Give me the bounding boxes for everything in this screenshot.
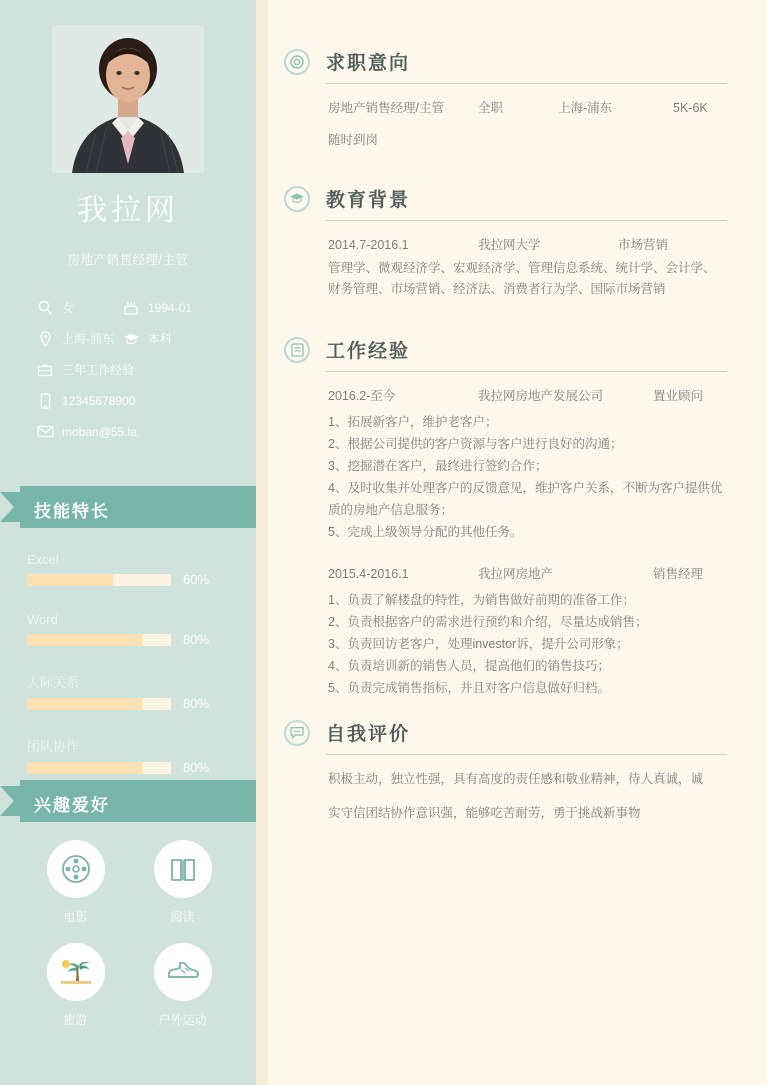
document-icon: [284, 337, 310, 363]
info-phone: [35, 392, 135, 410]
location-icon: [35, 330, 55, 348]
section-header: [284, 185, 767, 212]
phone-icon: [35, 392, 55, 410]
info-birthday: [121, 299, 192, 317]
section-evaluation: [284, 719, 767, 824]
section-title: 教育背景: [326, 190, 411, 211]
evaluation-paragraph: 实守信团结协作意识强，能够吃苦耐劳，勇于挑战新事物: [328, 806, 641, 820]
comment-icon: [284, 720, 310, 746]
skill-percent: 80%: [183, 760, 210, 775]
skill-percent: 80%: [183, 696, 210, 711]
book-icon: [154, 840, 212, 898]
hobby-item: [22, 943, 129, 1028]
info-row: [35, 323, 250, 354]
skill-fill: [27, 634, 142, 646]
info-mail-label: moban@55.la: [62, 424, 137, 439]
info-experience: [35, 361, 134, 379]
objective-availability: 随时到岗: [328, 133, 379, 147]
hobby-item: [129, 840, 236, 925]
section-title: 求职意向: [326, 53, 411, 74]
section-body: [284, 212, 767, 300]
info-row: [35, 416, 250, 447]
hobbies-list: [22, 840, 237, 1046]
info-experience-label: 三年工作经验: [62, 363, 135, 377]
skills-band: [0, 486, 256, 528]
job-date: 2015.4-2016.1: [328, 567, 409, 581]
education-school: 我拉网大学: [478, 238, 541, 252]
briefcase-icon: [35, 361, 55, 379]
hobby-label: 户外运动: [158, 1013, 207, 1027]
info-location: [35, 330, 121, 348]
education-major: 市场营销: [618, 238, 669, 252]
section-header: [284, 336, 767, 363]
objective-salary: 5K-6K: [673, 101, 708, 115]
section-header: [284, 719, 767, 746]
job-duty: 3、挖掘潜在客户，最终进行签约合作；: [328, 459, 548, 473]
info-education-label: 本科: [148, 332, 173, 346]
hobbies-title: 兴趣爱好: [34, 796, 110, 815]
info-row: [35, 292, 250, 323]
hobby-item: [22, 840, 129, 925]
objective-row: [328, 97, 725, 119]
skill-track: [27, 760, 210, 775]
section-title: 自我评价: [326, 724, 411, 745]
job-position: 置业顾问: [653, 389, 704, 403]
hobby-label: 旅游: [63, 1013, 88, 1027]
skill-track: [27, 696, 210, 711]
info-location-label: 上海-浦东: [62, 332, 114, 346]
section-experience: [284, 336, 767, 699]
skill-item: [27, 672, 227, 710]
divider: [326, 754, 727, 755]
target-icon: [284, 49, 310, 75]
gender-icon: [35, 299, 55, 317]
skill-item: [27, 612, 227, 646]
hobby-label: 电影: [63, 910, 88, 924]
portrait-photo-icon: [52, 25, 204, 173]
education-row: [328, 234, 725, 256]
sneaker-icon: [154, 943, 212, 1001]
sidebar: [0, 0, 256, 1085]
job-duty: 5、负责完成销售指标，并且对客户信息做好归档。: [328, 681, 610, 695]
objective-position: 房地产销售经理/主管: [328, 101, 444, 115]
section-body: [284, 363, 767, 699]
job-duty: 3、负责回访老客户，处理investor诉，提升公司形象；: [328, 637, 629, 651]
film-reel-icon: [47, 840, 105, 898]
palm-beach-icon: [47, 943, 105, 1001]
skill-name: Excel: [27, 552, 59, 567]
job-duty: 2、负责根据客户的需求进行预约和介绍，尽量达成销售；: [328, 615, 648, 629]
info-birthday-label: 1994-01: [148, 300, 193, 315]
skill-item: [27, 736, 227, 774]
section-body: [284, 746, 767, 824]
divider: [326, 83, 727, 84]
skills-title: 技能特长: [34, 502, 110, 521]
section-objective: [284, 48, 767, 151]
education-icon: [121, 330, 141, 348]
job-company: 我拉网房地产: [478, 567, 554, 581]
skill-name: 团队协作: [27, 739, 80, 754]
evaluation-paragraph: 积极主动，独立性强，具有高度的责任感和敬业精神，待人真诚，诚: [328, 772, 704, 786]
hobbies-band: [0, 780, 256, 822]
objective-city: 上海-浦东: [558, 101, 613, 115]
job-header: [328, 385, 725, 407]
job-company: 我拉网房地产发展公司: [478, 389, 604, 403]
job-duty: 5、完成上级领导分配的其他任务。: [328, 525, 523, 539]
section-education: [284, 185, 767, 300]
job-duty: 4、及时收集并处理客户的反馈意见，维护客户关系，不断为客户提供优质的房地产信息服务；: [328, 481, 723, 517]
skill-name: Word: [27, 612, 58, 627]
job-duty: 2、根据公司提供的客户资源与客户进行良好的沟通；: [328, 437, 623, 451]
accent-strip: [256, 0, 268, 1085]
job-duty: 1、负责了解楼盘的特性，为销售做好前期的准备工作；: [328, 593, 635, 607]
skill-track: [27, 632, 210, 647]
info-gender: [35, 299, 121, 317]
job-duty: 1、拓展新客户，维护老客户；: [328, 415, 498, 429]
education-date: 2014.7-2016.1: [328, 238, 409, 252]
skill-percent: 80%: [183, 632, 210, 647]
skill-fill: [27, 698, 142, 710]
skill-fill: [27, 574, 113, 586]
skill-percent: 60%: [183, 572, 210, 587]
skills-list: [27, 552, 227, 800]
job-date: 2016.2-至今: [328, 389, 396, 403]
section-body: [284, 75, 767, 151]
skill-track: [27, 572, 210, 587]
job-duty: 4、负责培训新的销售人员，提高他们的销售技巧；: [328, 659, 610, 673]
skill-item: [27, 552, 227, 586]
avatar: [52, 25, 204, 173]
main-content: [284, 0, 767, 836]
info-row: [35, 354, 250, 385]
mail-icon: [35, 423, 55, 441]
job-header: [328, 563, 725, 585]
objective-type: 全职: [478, 101, 504, 115]
divider: [326, 371, 727, 372]
hobby-item: [129, 943, 236, 1028]
section-title: 工作经验: [326, 341, 411, 362]
job-entry: [328, 563, 725, 699]
info-mail: [35, 423, 137, 441]
profile-job-title: 房地产销售经理/主管: [67, 253, 189, 267]
job-entry: [328, 385, 725, 543]
education-courses: 管理学、微观经济学、宏观经济学、管理信息系统、统计学、会计学、财务管理、市场营销、经济法、消费者行为学、国际市场营销: [328, 261, 716, 296]
graduation-cap-icon: [284, 186, 310, 212]
divider: [326, 220, 727, 221]
info-phone-label: 12345678900: [62, 393, 136, 408]
main-column: [256, 0, 767, 1085]
skill-name: 人际关系: [27, 675, 80, 690]
page-title: 我拉网: [77, 194, 179, 227]
info-row: [35, 385, 250, 416]
skill-fill: [27, 762, 142, 774]
info-gender-label: 女: [62, 301, 75, 315]
birthday-icon: [121, 299, 141, 317]
section-header: [284, 48, 767, 75]
hobby-label: 阅读: [170, 910, 195, 924]
job-position: 销售经理: [653, 567, 704, 581]
info-education: [121, 330, 172, 348]
profile-info-list: [35, 292, 250, 447]
